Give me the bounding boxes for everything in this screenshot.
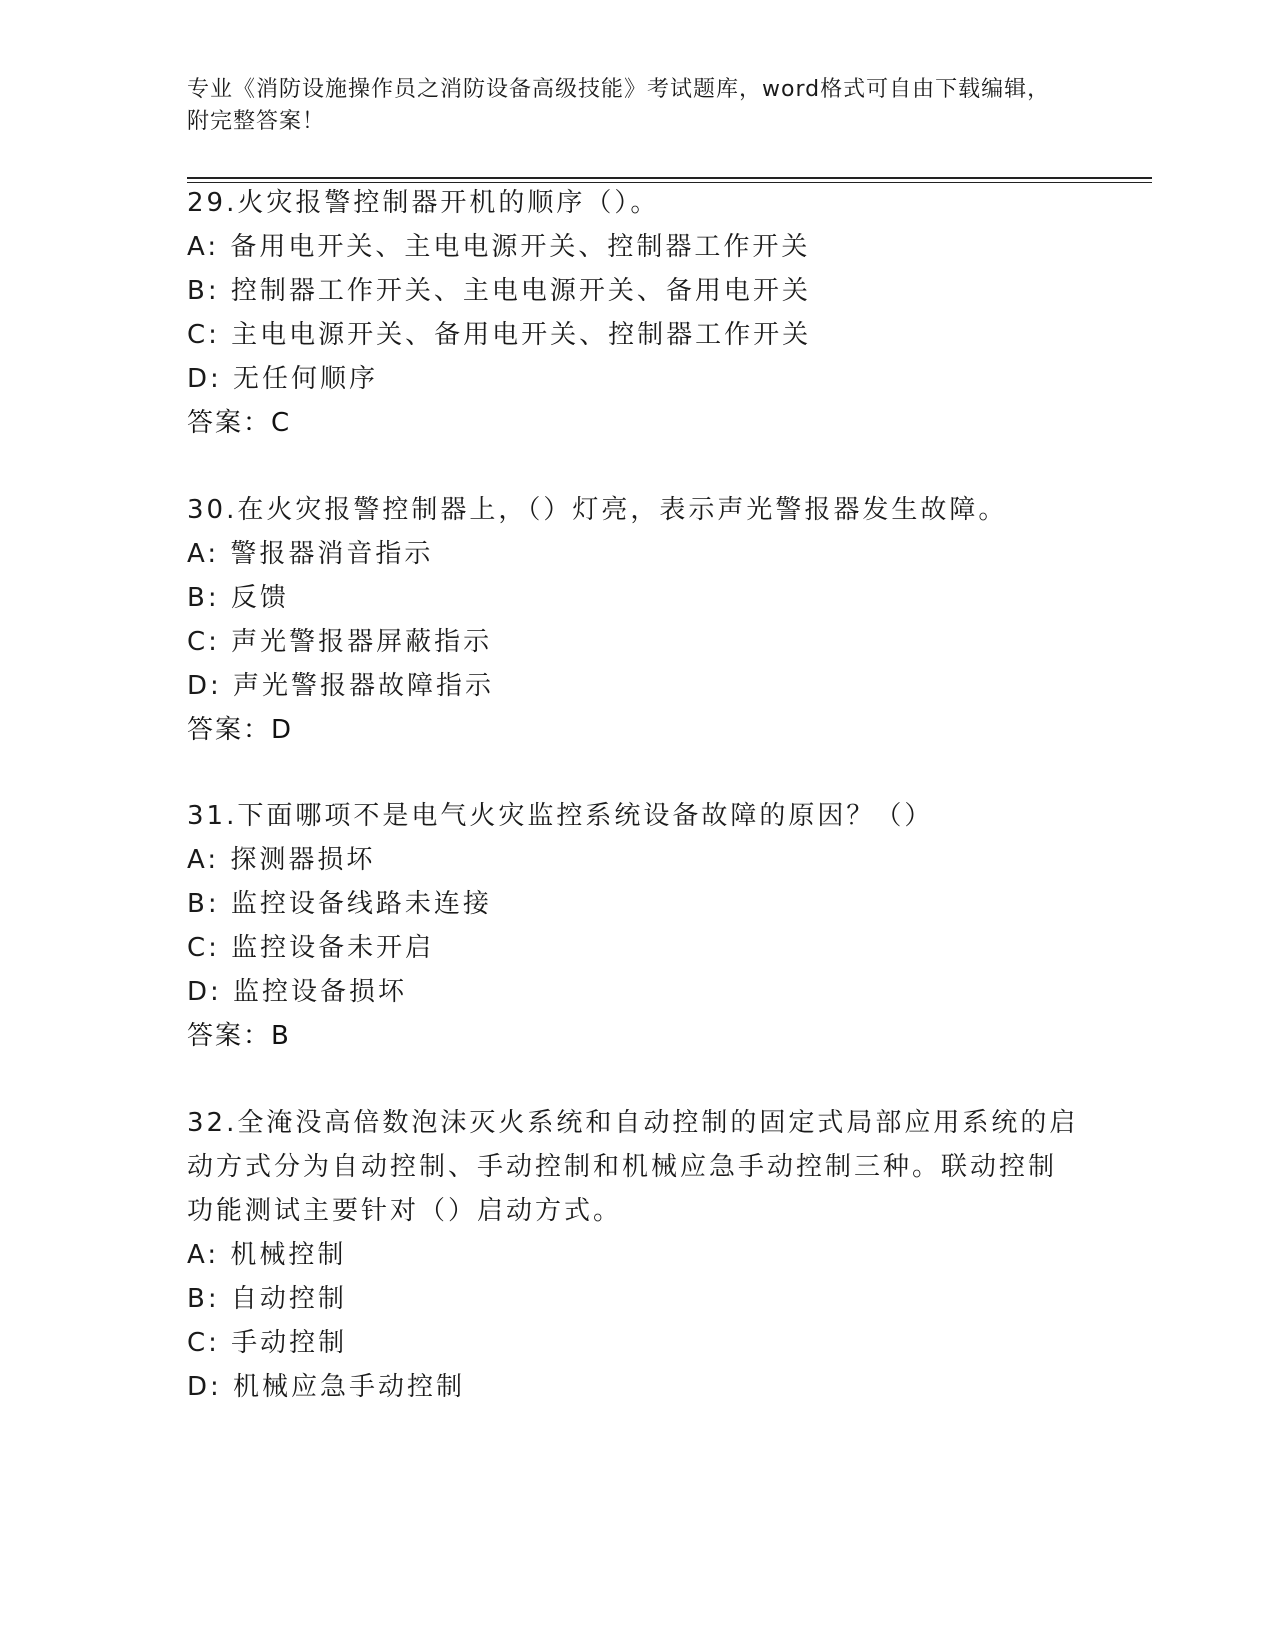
question-30-option-c: C: 声光警报器屏蔽指示 [187, 627, 493, 657]
question-31-stem: 31.下面哪项不是电气火灾监控系统设备故障的原因？（） [187, 801, 934, 831]
question-32-option-c: C: 手动控制 [187, 1328, 348, 1358]
question-29-option-a: A: 备用电开关、主电电源开关、控制器工作开关 [187, 232, 811, 262]
question-30-option-a: A: 警报器消音指示 [187, 539, 434, 569]
question-29-option-b: B: 控制器工作开关、主电电源开关、备用电开关 [187, 276, 811, 306]
question-32-stem-line-1: 32.全淹没高倍数泡沫灭火系统和自动控制的固定式局部应用系统的启 [187, 1108, 1079, 1138]
question-31-answer: 答案：B [187, 1021, 291, 1051]
question-29-answer: 答案：C [187, 408, 292, 438]
question-32-option-b: B: 自动控制 [187, 1284, 347, 1314]
question-32-option-d: D: 机械应急手动控制 [187, 1372, 466, 1402]
header-divider-thick [187, 177, 1152, 179]
question-32-option-a: A: 机械控制 [187, 1240, 347, 1270]
question-29-option-d: D: 无任何顺序 [187, 364, 379, 394]
document-header: 专业《消防设施操作员之消防设备高级技能》考试题库，word格式可自由下载编辑，附完整答案！ [187, 77, 1051, 134]
question-31-option-d: D: 监控设备损坏 [187, 977, 408, 1007]
question-32-stem-line-2: 动方式分为自动控制、手动控制和机械应急手动控制三种。联动控制 [187, 1152, 1058, 1182]
question-29-stem: 29.火灾报警控制器开机的顺序（）。 [187, 188, 660, 218]
question-32-stem-line-3: 功能测试主要针对（）启动方式。 [187, 1196, 623, 1226]
question-30-stem: 30.在火灾报警控制器上，（）灯亮，表示声光警报器发生故障。 [187, 495, 1008, 525]
question-31-option-c: C: 监控设备未开启 [187, 933, 435, 963]
question-30-option-d: D: 声光警报器故障指示 [187, 671, 495, 701]
question-30-option-b: B: 反馈 [187, 583, 289, 613]
question-31-option-a: A: 探测器损坏 [187, 845, 376, 875]
question-30-answer: 答案：D [187, 715, 294, 745]
question-31-option-b: B: 监控设备线路未连接 [187, 889, 492, 919]
header-divider-thin [187, 182, 1152, 183]
question-29-option-c: C: 主电电源开关、备用电开关、控制器工作开关 [187, 320, 812, 350]
